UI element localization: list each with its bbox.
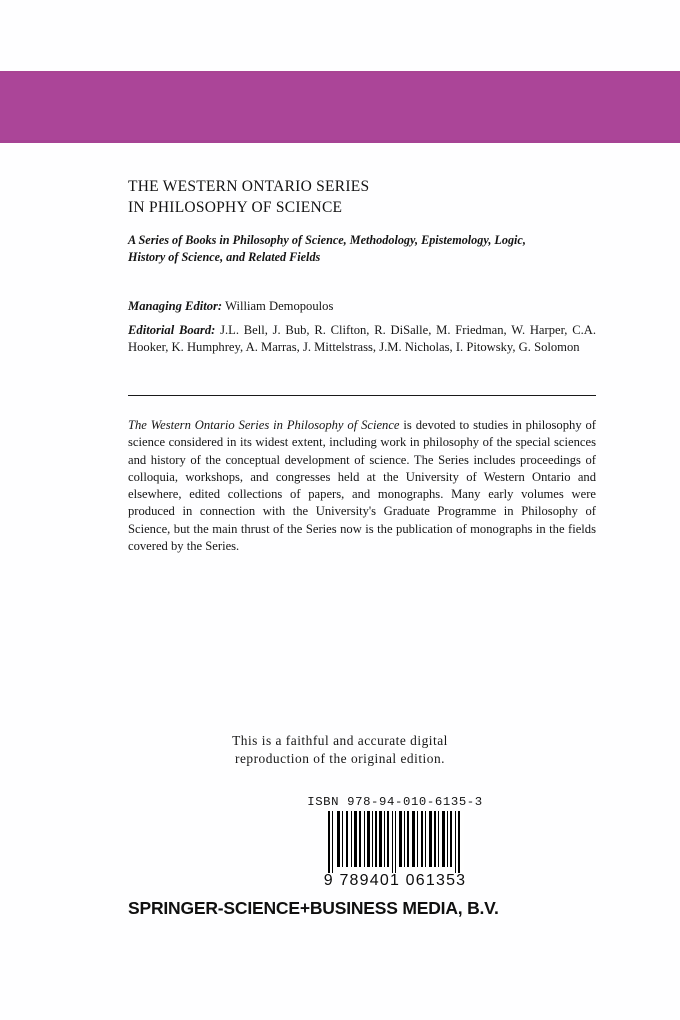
reproduction-note-line-2: reproduction of the original edition. <box>234 751 445 766</box>
editorial-board-label: Editorial Board: <box>128 323 216 337</box>
series-title-line-1: THE WESTERN ONTARIO SERIES <box>128 178 370 195</box>
series-description-series-name: The Western Ontario Series in Philosophy of Science <box>128 418 400 432</box>
managing-editor-label: Managing Editor: <box>128 299 223 313</box>
managing-editor-name: William Demopoulos <box>225 299 334 313</box>
magenta-color-band <box>0 71 680 143</box>
series-subtitle-line-1: A Series of Books in Philosophy of Science, Methodology, Epistemology, Logic, <box>128 233 526 247</box>
barcode-digits: 9 789401 061353 <box>323 872 467 889</box>
barcode-wrapper <box>300 811 490 873</box>
isbn-block <box>300 795 490 890</box>
series-subtitle-line-2: History of Science, and Related Fields <box>128 249 321 264</box>
managing-editor <box>128 298 598 315</box>
editorial-board <box>128 322 596 357</box>
series-description-text: is devoted to studies in philosophy of science considered in its widest extent, including work in philosophy of the special sciences and history of the conceptual development of science. The Series includes proceedings of colloquia, workshops, and congresses held at the University of Western Ontario and elsewhere, edited collections of papers, and monographs. Many early volumes were produced in connection with the University's Graduate Programme in Philosophy of Science, but the main thrust of the Series now is the publication of monographs in the fields covered by the Series. <box>128 418 596 554</box>
series-title-line-2: IN PHILOSOPHY OF SCIENCE <box>128 199 343 216</box>
horizontal-divider <box>128 395 596 396</box>
isbn-text: ISBN 978-94-010-6135-3 <box>307 795 483 809</box>
reproduction-note <box>0 732 680 768</box>
series-subtitle <box>128 232 548 265</box>
series-description <box>128 417 596 555</box>
series-title <box>128 176 598 218</box>
band-top-edge <box>0 71 680 73</box>
editorial-board-names: J.L. Bell, J. Bub, R. Clifton, R. DiSalle, M. Friedman, W. Harper, C.A. Hooker, K. Humphrey, A. Marras, J. Mittelstrass, J.M. Nicholas, I. Pitowsky, G. Solomon <box>128 323 596 355</box>
ean13-barcode <box>326 811 464 873</box>
band-bottom-edge <box>0 140 680 143</box>
reproduction-note-line-1: This is a faithful and accurate digital <box>232 733 448 748</box>
publisher-name: SPRINGER-SCIENCE+BUSINESS MEDIA, B.V. <box>128 898 499 918</box>
